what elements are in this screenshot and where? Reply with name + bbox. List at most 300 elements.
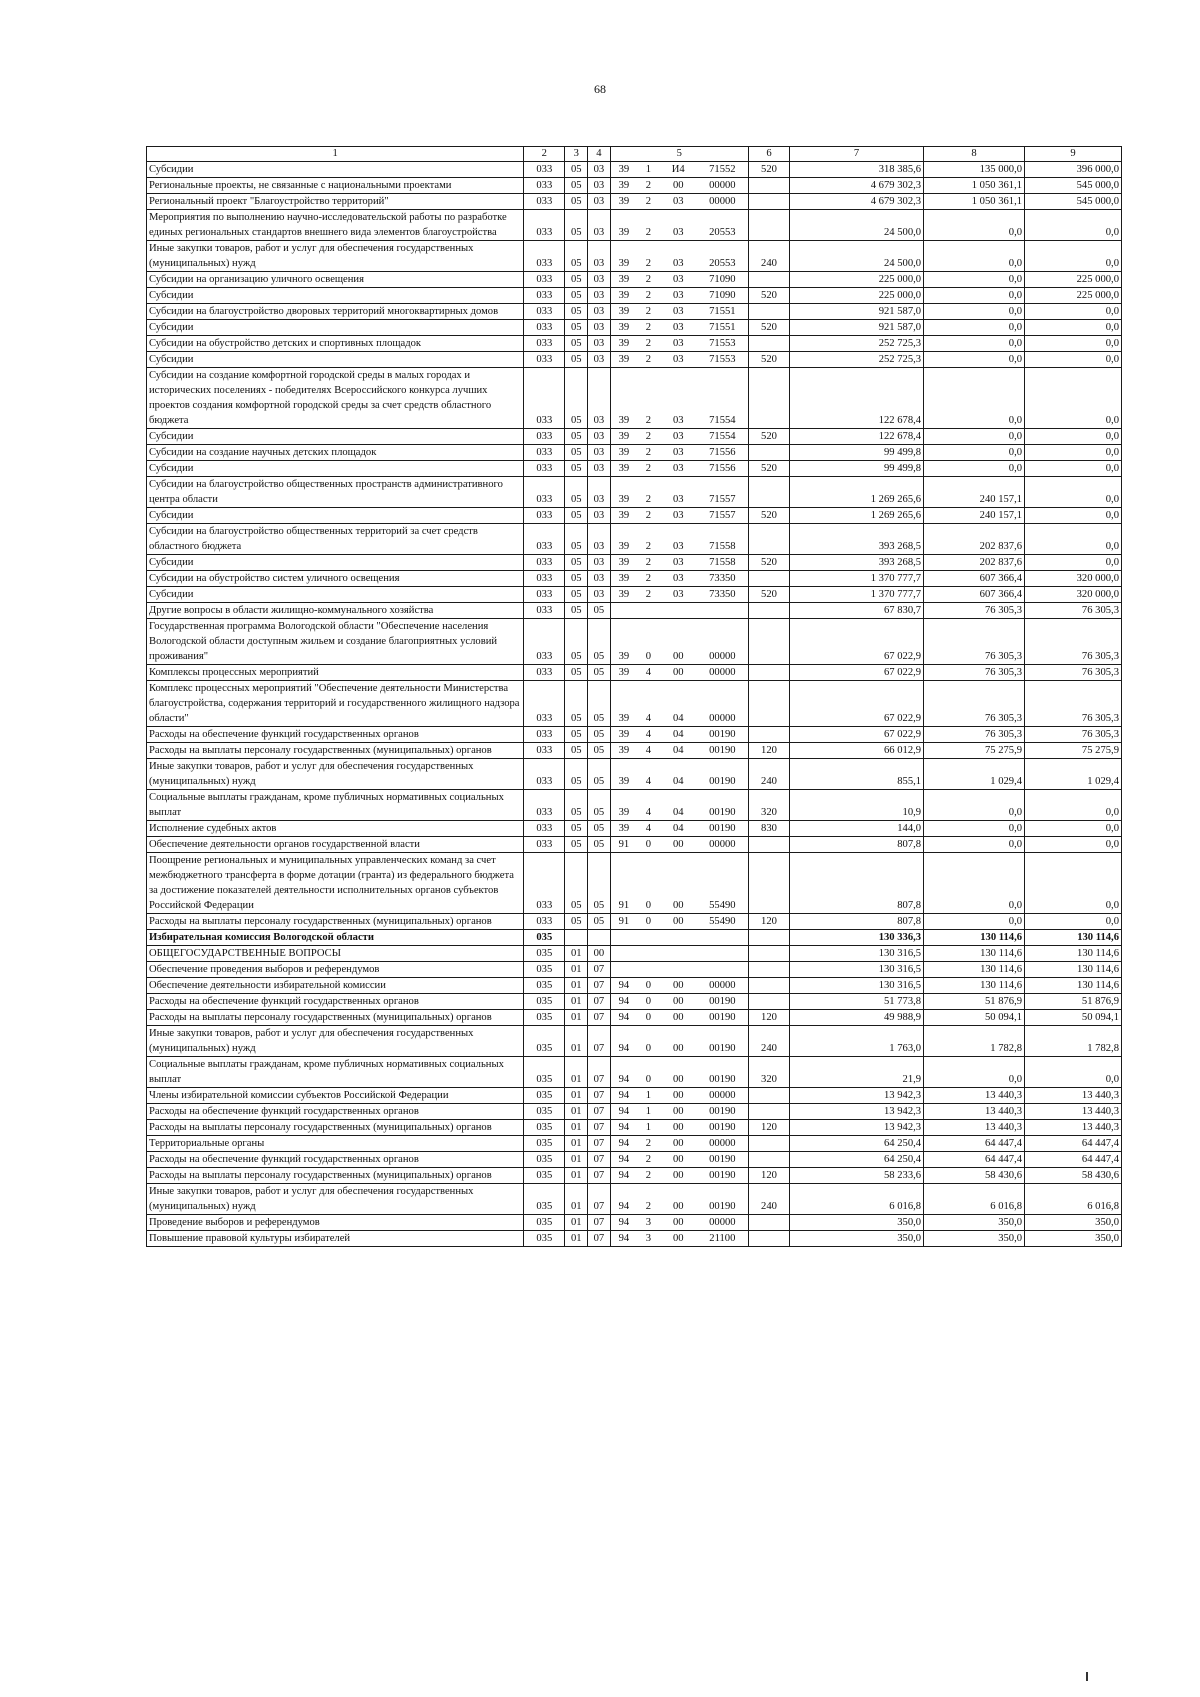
table-row bbox=[147, 790, 1122, 821]
code-subsection: 07 bbox=[588, 1215, 611, 1231]
amount-year-1: 10,9 bbox=[790, 790, 924, 821]
code-subsection: 03 bbox=[588, 320, 611, 336]
row-name: Субсидии на благоустройство общественных пространств административного центра области bbox=[147, 477, 524, 508]
code-section: 01 bbox=[565, 1104, 588, 1120]
code-section: 01 bbox=[565, 946, 588, 962]
code-admin: 033 bbox=[524, 821, 565, 837]
code-subsection: 03 bbox=[588, 162, 611, 178]
code-section: 01 bbox=[565, 1184, 588, 1215]
amount-year-1: 393 268,5 bbox=[790, 524, 924, 555]
amount-year-3: 76 305,3 bbox=[1025, 603, 1122, 619]
row-name: Расходы на выплаты персоналу государственных (муниципальных) органов bbox=[147, 1120, 524, 1136]
target-direction: 00 bbox=[660, 1026, 697, 1057]
row-name: Обеспечение деятельности избирательной комиссии bbox=[147, 978, 524, 994]
target-direction: 00 bbox=[660, 665, 697, 681]
target-expense: 71090 bbox=[697, 288, 749, 304]
expense-type: 240 bbox=[748, 1184, 789, 1215]
target-subprogram: 0 bbox=[637, 853, 660, 914]
target-program: 39 bbox=[610, 681, 637, 727]
target-subprogram: 2 bbox=[637, 210, 660, 241]
amount-year-1: 6 016,8 bbox=[790, 1184, 924, 1215]
target-direction: 04 bbox=[660, 759, 697, 790]
amount-year-2: 13 440,3 bbox=[924, 1104, 1025, 1120]
code-section: 05 bbox=[565, 320, 588, 336]
target-expense: 00000 bbox=[697, 619, 749, 665]
code-admin: 033 bbox=[524, 603, 565, 619]
table-row bbox=[147, 914, 1122, 930]
target-program bbox=[610, 603, 637, 619]
target-direction: 04 bbox=[660, 727, 697, 743]
target-program: 94 bbox=[610, 1215, 637, 1231]
table-row bbox=[147, 336, 1122, 352]
amount-year-3: 545 000,0 bbox=[1025, 194, 1122, 210]
amount-year-2: 0,0 bbox=[924, 241, 1025, 272]
expense-type bbox=[748, 1088, 789, 1104]
target-program: 94 bbox=[610, 1057, 637, 1088]
amount-year-1: 67 022,9 bbox=[790, 619, 924, 665]
expense-type bbox=[748, 304, 789, 320]
target-subprogram: 1 bbox=[637, 1120, 660, 1136]
table-row bbox=[147, 162, 1122, 178]
target-direction: 03 bbox=[660, 368, 697, 429]
target-expense: 71551 bbox=[697, 320, 749, 336]
target-direction: 04 bbox=[660, 743, 697, 759]
amount-year-2: 202 837,6 bbox=[924, 555, 1025, 571]
target-expense: 00190 bbox=[697, 994, 749, 1010]
target-subprogram: 0 bbox=[637, 1057, 660, 1088]
code-admin: 035 bbox=[524, 1136, 565, 1152]
target-program: 94 bbox=[610, 1010, 637, 1026]
target-direction: 03 bbox=[660, 352, 697, 368]
row-name: Субсидии на создание комфортной городской среды в малых городах и исторических поселениях - победителях Всероссийского конкурса лучших проектов создания комфортной городской среды за счет средств областного бюджета bbox=[147, 368, 524, 429]
target-direction: 00 bbox=[660, 837, 697, 853]
code-admin: 033 bbox=[524, 429, 565, 445]
expense-type: 520 bbox=[748, 162, 789, 178]
code-section: 05 bbox=[565, 555, 588, 571]
table-row bbox=[147, 352, 1122, 368]
code-admin: 033 bbox=[524, 352, 565, 368]
target-direction bbox=[660, 930, 697, 946]
amount-year-2: 0,0 bbox=[924, 821, 1025, 837]
table-row bbox=[147, 853, 1122, 914]
code-subsection: 03 bbox=[588, 524, 611, 555]
amount-year-2: 1 050 361,1 bbox=[924, 194, 1025, 210]
target-direction: 00 bbox=[660, 1168, 697, 1184]
amount-year-1: 49 988,9 bbox=[790, 1010, 924, 1026]
expense-type bbox=[748, 946, 789, 962]
amount-year-2: 51 876,9 bbox=[924, 994, 1025, 1010]
target-subprogram: 0 bbox=[637, 1010, 660, 1026]
target-direction: 00 bbox=[660, 978, 697, 994]
target-program: 39 bbox=[610, 587, 637, 603]
code-section: 01 bbox=[565, 1010, 588, 1026]
target-expense: 00190 bbox=[697, 727, 749, 743]
amount-year-1: 130 336,3 bbox=[790, 930, 924, 946]
target-program: 39 bbox=[610, 210, 637, 241]
amount-year-3: 0,0 bbox=[1025, 336, 1122, 352]
row-name: Субсидии bbox=[147, 288, 524, 304]
amount-year-1: 4 679 302,3 bbox=[790, 178, 924, 194]
amount-year-1: 4 679 302,3 bbox=[790, 194, 924, 210]
code-admin: 035 bbox=[524, 978, 565, 994]
target-subprogram: 2 bbox=[637, 477, 660, 508]
code-section: 05 bbox=[565, 429, 588, 445]
code-admin: 035 bbox=[524, 1215, 565, 1231]
amount-year-1: 99 499,8 bbox=[790, 445, 924, 461]
target-expense: 00000 bbox=[697, 178, 749, 194]
row-name: Социальные выплаты гражданам, кроме публичных нормативных социальных выплат bbox=[147, 790, 524, 821]
code-subsection: 07 bbox=[588, 1088, 611, 1104]
row-name: Поощрение региональных и муниципальных управленческих команд за счет межбюджетного трансферта в форме дотации (гранта) из федерального бюджета за достижение показателей деятельности исполнительных органов субъектов Российской Федерации bbox=[147, 853, 524, 914]
amount-year-3: 130 114,6 bbox=[1025, 978, 1122, 994]
target-program: 39 bbox=[610, 304, 637, 320]
row-name: Члены избирательной комиссии субъектов Российской Федерации bbox=[147, 1088, 524, 1104]
target-expense bbox=[697, 962, 749, 978]
row-name: Государственная программа Вологодской области "Обеспечение населения Вологодской области доступным жильем и создание благоприятных условий проживания" bbox=[147, 619, 524, 665]
amount-year-1: 122 678,4 bbox=[790, 368, 924, 429]
target-program bbox=[610, 946, 637, 962]
target-subprogram: 0 bbox=[637, 914, 660, 930]
code-subsection: 03 bbox=[588, 288, 611, 304]
target-direction: 03 bbox=[660, 320, 697, 336]
expense-type: 120 bbox=[748, 743, 789, 759]
expense-type: 120 bbox=[748, 914, 789, 930]
row-name: Обеспечение проведения выборов и референдумов bbox=[147, 962, 524, 978]
table-row bbox=[147, 194, 1122, 210]
code-admin: 033 bbox=[524, 162, 565, 178]
target-subprogram: 2 bbox=[637, 587, 660, 603]
expense-type bbox=[748, 1104, 789, 1120]
target-direction: 00 bbox=[660, 1104, 697, 1120]
amount-year-1: 13 942,3 bbox=[790, 1104, 924, 1120]
code-admin: 033 bbox=[524, 743, 565, 759]
target-program: 39 bbox=[610, 665, 637, 681]
target-subprogram: 0 bbox=[637, 1026, 660, 1057]
code-section: 05 bbox=[565, 508, 588, 524]
target-program: 39 bbox=[610, 759, 637, 790]
code-section: 05 bbox=[565, 821, 588, 837]
row-name: Иные закупки товаров, работ и услуг для обеспечения государственных (муниципальных) нужд bbox=[147, 1184, 524, 1215]
code-section: 05 bbox=[565, 461, 588, 477]
amount-year-1: 66 012,9 bbox=[790, 743, 924, 759]
amount-year-3: 320 000,0 bbox=[1025, 587, 1122, 603]
code-admin: 033 bbox=[524, 241, 565, 272]
table-row bbox=[147, 1184, 1122, 1215]
target-subprogram: 2 bbox=[637, 320, 660, 336]
target-program: 39 bbox=[610, 821, 637, 837]
target-direction: 03 bbox=[660, 272, 697, 288]
target-subprogram: 2 bbox=[637, 429, 660, 445]
target-expense: 73350 bbox=[697, 587, 749, 603]
row-name: Территориальные органы bbox=[147, 1136, 524, 1152]
expense-type: 320 bbox=[748, 1057, 789, 1088]
code-admin: 033 bbox=[524, 555, 565, 571]
target-subprogram: 2 bbox=[637, 241, 660, 272]
row-name: Расходы на выплаты персоналу государственных (муниципальных) органов bbox=[147, 1168, 524, 1184]
target-direction: 00 bbox=[660, 619, 697, 665]
amount-year-1: 67 022,9 bbox=[790, 665, 924, 681]
target-program: 39 bbox=[610, 619, 637, 665]
amount-year-2: 76 305,3 bbox=[924, 603, 1025, 619]
amount-year-3: 64 447,4 bbox=[1025, 1152, 1122, 1168]
amount-year-2: 240 157,1 bbox=[924, 477, 1025, 508]
table-row bbox=[147, 571, 1122, 587]
target-subprogram: 2 bbox=[637, 445, 660, 461]
target-subprogram: 2 bbox=[637, 1184, 660, 1215]
header-col-2: 2 bbox=[524, 147, 565, 162]
amount-year-1: 130 316,5 bbox=[790, 946, 924, 962]
amount-year-3: 76 305,3 bbox=[1025, 665, 1122, 681]
code-subsection: 07 bbox=[588, 1057, 611, 1088]
amount-year-1: 67 830,7 bbox=[790, 603, 924, 619]
target-direction: 00 bbox=[660, 1136, 697, 1152]
table-row bbox=[147, 727, 1122, 743]
header-col-7: 7 bbox=[790, 147, 924, 162]
target-program bbox=[610, 930, 637, 946]
amount-year-3: 50 094,1 bbox=[1025, 1010, 1122, 1026]
code-admin: 035 bbox=[524, 946, 565, 962]
expense-type bbox=[748, 194, 789, 210]
amount-year-2: 0,0 bbox=[924, 853, 1025, 914]
target-expense: 00190 bbox=[697, 790, 749, 821]
code-section: 01 bbox=[565, 994, 588, 1010]
code-section: 01 bbox=[565, 1026, 588, 1057]
target-subprogram: 2 bbox=[637, 461, 660, 477]
code-admin: 033 bbox=[524, 210, 565, 241]
code-admin: 035 bbox=[524, 1231, 565, 1247]
table-row bbox=[147, 477, 1122, 508]
code-section: 05 bbox=[565, 681, 588, 727]
code-subsection: 07 bbox=[588, 1104, 611, 1120]
table-row bbox=[147, 508, 1122, 524]
amount-year-2: 0,0 bbox=[924, 210, 1025, 241]
code-section: 05 bbox=[565, 837, 588, 853]
amount-year-3: 225 000,0 bbox=[1025, 288, 1122, 304]
amount-year-2: 202 837,6 bbox=[924, 524, 1025, 555]
code-section: 05 bbox=[565, 603, 588, 619]
target-subprogram: 2 bbox=[637, 272, 660, 288]
amount-year-3: 64 447,4 bbox=[1025, 1136, 1122, 1152]
expense-type bbox=[748, 930, 789, 946]
amount-year-3: 1 782,8 bbox=[1025, 1026, 1122, 1057]
code-admin: 035 bbox=[524, 1120, 565, 1136]
amount-year-3: 0,0 bbox=[1025, 790, 1122, 821]
table-row bbox=[147, 429, 1122, 445]
target-subprogram: 4 bbox=[637, 743, 660, 759]
amount-year-2: 130 114,6 bbox=[924, 946, 1025, 962]
code-subsection: 03 bbox=[588, 429, 611, 445]
row-name: Субсидии bbox=[147, 508, 524, 524]
target-expense: 71557 bbox=[697, 508, 749, 524]
code-subsection: 05 bbox=[588, 759, 611, 790]
amount-year-2: 0,0 bbox=[924, 445, 1025, 461]
row-name: Другие вопросы в области жилищно-коммунального хозяйства bbox=[147, 603, 524, 619]
code-admin: 033 bbox=[524, 194, 565, 210]
amount-year-1: 318 385,6 bbox=[790, 162, 924, 178]
amount-year-1: 130 316,5 bbox=[790, 978, 924, 994]
header-col-8: 8 bbox=[924, 147, 1025, 162]
amount-year-3: 0,0 bbox=[1025, 508, 1122, 524]
target-program: 94 bbox=[610, 978, 637, 994]
code-section: 01 bbox=[565, 978, 588, 994]
amount-year-3: 13 440,3 bbox=[1025, 1088, 1122, 1104]
expense-type: 320 bbox=[748, 790, 789, 821]
code-section: 05 bbox=[565, 178, 588, 194]
code-subsection: 03 bbox=[588, 210, 611, 241]
expense-type bbox=[748, 681, 789, 727]
code-section: 05 bbox=[565, 759, 588, 790]
expense-type bbox=[748, 665, 789, 681]
code-subsection: 05 bbox=[588, 665, 611, 681]
amount-year-3: 225 000,0 bbox=[1025, 272, 1122, 288]
code-section: 05 bbox=[565, 368, 588, 429]
row-name: Субсидии на организацию уличного освещения bbox=[147, 272, 524, 288]
code-subsection: 05 bbox=[588, 619, 611, 665]
table-row bbox=[147, 603, 1122, 619]
amount-year-1: 1 763,0 bbox=[790, 1026, 924, 1057]
target-subprogram: 0 bbox=[637, 619, 660, 665]
code-subsection: 05 bbox=[588, 914, 611, 930]
target-subprogram: 3 bbox=[637, 1231, 660, 1247]
target-subprogram: 2 bbox=[637, 368, 660, 429]
row-name: Субсидии на благоустройство общественных территорий за счет средств областного бюджета bbox=[147, 524, 524, 555]
target-subprogram: 0 bbox=[637, 978, 660, 994]
code-admin: 035 bbox=[524, 1184, 565, 1215]
amount-year-3: 130 114,6 bbox=[1025, 962, 1122, 978]
code-section: 05 bbox=[565, 619, 588, 665]
code-admin: 033 bbox=[524, 571, 565, 587]
row-name: Субсидии bbox=[147, 352, 524, 368]
table-row bbox=[147, 994, 1122, 1010]
target-program: 39 bbox=[610, 352, 637, 368]
code-admin: 035 bbox=[524, 1057, 565, 1088]
code-subsection: 07 bbox=[588, 1231, 611, 1247]
code-subsection: 03 bbox=[588, 304, 611, 320]
code-section: 05 bbox=[565, 790, 588, 821]
table-row bbox=[147, 665, 1122, 681]
table-row bbox=[147, 821, 1122, 837]
target-program: 94 bbox=[610, 1184, 637, 1215]
target-subprogram: 4 bbox=[637, 681, 660, 727]
expense-type bbox=[748, 994, 789, 1010]
target-expense: 00190 bbox=[697, 1152, 749, 1168]
amount-year-3: 0,0 bbox=[1025, 1057, 1122, 1088]
code-section: 01 bbox=[565, 1136, 588, 1152]
target-subprogram bbox=[637, 946, 660, 962]
target-direction: 04 bbox=[660, 681, 697, 727]
target-direction: 03 bbox=[660, 241, 697, 272]
amount-year-2: 75 275,9 bbox=[924, 743, 1025, 759]
target-program: 39 bbox=[610, 445, 637, 461]
code-subsection: 07 bbox=[588, 1026, 611, 1057]
row-name: Обеспечение деятельности органов государственной власти bbox=[147, 837, 524, 853]
target-expense: 00000 bbox=[697, 681, 749, 727]
page-number: 68 bbox=[594, 82, 606, 96]
target-subprogram bbox=[637, 930, 660, 946]
amount-year-2: 130 114,6 bbox=[924, 962, 1025, 978]
amount-year-2: 0,0 bbox=[924, 336, 1025, 352]
target-expense: 00190 bbox=[697, 821, 749, 837]
target-direction: 03 bbox=[660, 571, 697, 587]
code-section: 05 bbox=[565, 587, 588, 603]
row-name: Исполнение судебных актов bbox=[147, 821, 524, 837]
target-expense bbox=[697, 946, 749, 962]
row-name: Иные закупки товаров, работ и услуг для обеспечения государственных (муниципальных) нужд bbox=[147, 1026, 524, 1057]
code-subsection: 07 bbox=[588, 1184, 611, 1215]
table-row bbox=[147, 1120, 1122, 1136]
code-subsection: 07 bbox=[588, 978, 611, 994]
table-row bbox=[147, 1057, 1122, 1088]
amount-year-3: 0,0 bbox=[1025, 853, 1122, 914]
row-name: Субсидии на благоустройство дворовых территорий многоквартирных домов bbox=[147, 304, 524, 320]
code-admin: 035 bbox=[524, 1104, 565, 1120]
amount-year-1: 21,9 bbox=[790, 1057, 924, 1088]
code-section: 05 bbox=[565, 914, 588, 930]
code-subsection: 03 bbox=[588, 336, 611, 352]
target-expense: 20553 bbox=[697, 241, 749, 272]
expense-type: 120 bbox=[748, 1010, 789, 1026]
code-section: 05 bbox=[565, 272, 588, 288]
amount-year-1: 24 500,0 bbox=[790, 210, 924, 241]
amount-year-2: 50 094,1 bbox=[924, 1010, 1025, 1026]
target-expense: 71090 bbox=[697, 272, 749, 288]
target-subprogram: 1 bbox=[637, 162, 660, 178]
code-admin: 033 bbox=[524, 587, 565, 603]
target-subprogram: 2 bbox=[637, 571, 660, 587]
amount-year-1: 67 022,9 bbox=[790, 681, 924, 727]
target-expense: 00000 bbox=[697, 1088, 749, 1104]
header-col-1: 1 bbox=[147, 147, 524, 162]
code-admin: 033 bbox=[524, 665, 565, 681]
amount-year-3: 0,0 bbox=[1025, 429, 1122, 445]
amount-year-3: 0,0 bbox=[1025, 461, 1122, 477]
expense-type: 520 bbox=[748, 320, 789, 336]
target-subprogram: 2 bbox=[637, 194, 660, 210]
row-name: Иные закупки товаров, работ и услуг для обеспечения государственных (муниципальных) нужд bbox=[147, 759, 524, 790]
target-direction bbox=[660, 946, 697, 962]
code-subsection: 07 bbox=[588, 1010, 611, 1026]
table-row bbox=[147, 1215, 1122, 1231]
amount-year-3: 76 305,3 bbox=[1025, 619, 1122, 665]
code-section: 05 bbox=[565, 727, 588, 743]
code-admin: 033 bbox=[524, 853, 565, 914]
target-expense: 00190 bbox=[697, 743, 749, 759]
amount-year-2: 13 440,3 bbox=[924, 1088, 1025, 1104]
row-name: Субсидии bbox=[147, 555, 524, 571]
target-program: 39 bbox=[610, 508, 637, 524]
row-name: Субсидии на обустройство систем уличного освещения bbox=[147, 571, 524, 587]
amount-year-1: 225 000,0 bbox=[790, 288, 924, 304]
target-program: 39 bbox=[610, 336, 637, 352]
code-subsection: 03 bbox=[588, 352, 611, 368]
table-row bbox=[147, 1026, 1122, 1057]
amount-year-1: 58 233,6 bbox=[790, 1168, 924, 1184]
amount-year-2: 58 430,6 bbox=[924, 1168, 1025, 1184]
target-direction: 00 bbox=[660, 1215, 697, 1231]
expense-type bbox=[748, 1152, 789, 1168]
amount-year-2: 0,0 bbox=[924, 914, 1025, 930]
code-admin: 033 bbox=[524, 288, 565, 304]
target-direction: 04 bbox=[660, 790, 697, 821]
target-subprogram: 2 bbox=[637, 352, 660, 368]
target-expense: 71553 bbox=[697, 336, 749, 352]
amount-year-3: 75 275,9 bbox=[1025, 743, 1122, 759]
amount-year-2: 6 016,8 bbox=[924, 1184, 1025, 1215]
row-name: Расходы на обеспечение функций государственных органов bbox=[147, 727, 524, 743]
amount-year-1: 13 942,3 bbox=[790, 1088, 924, 1104]
table-row bbox=[147, 1231, 1122, 1247]
amount-year-3: 0,0 bbox=[1025, 524, 1122, 555]
